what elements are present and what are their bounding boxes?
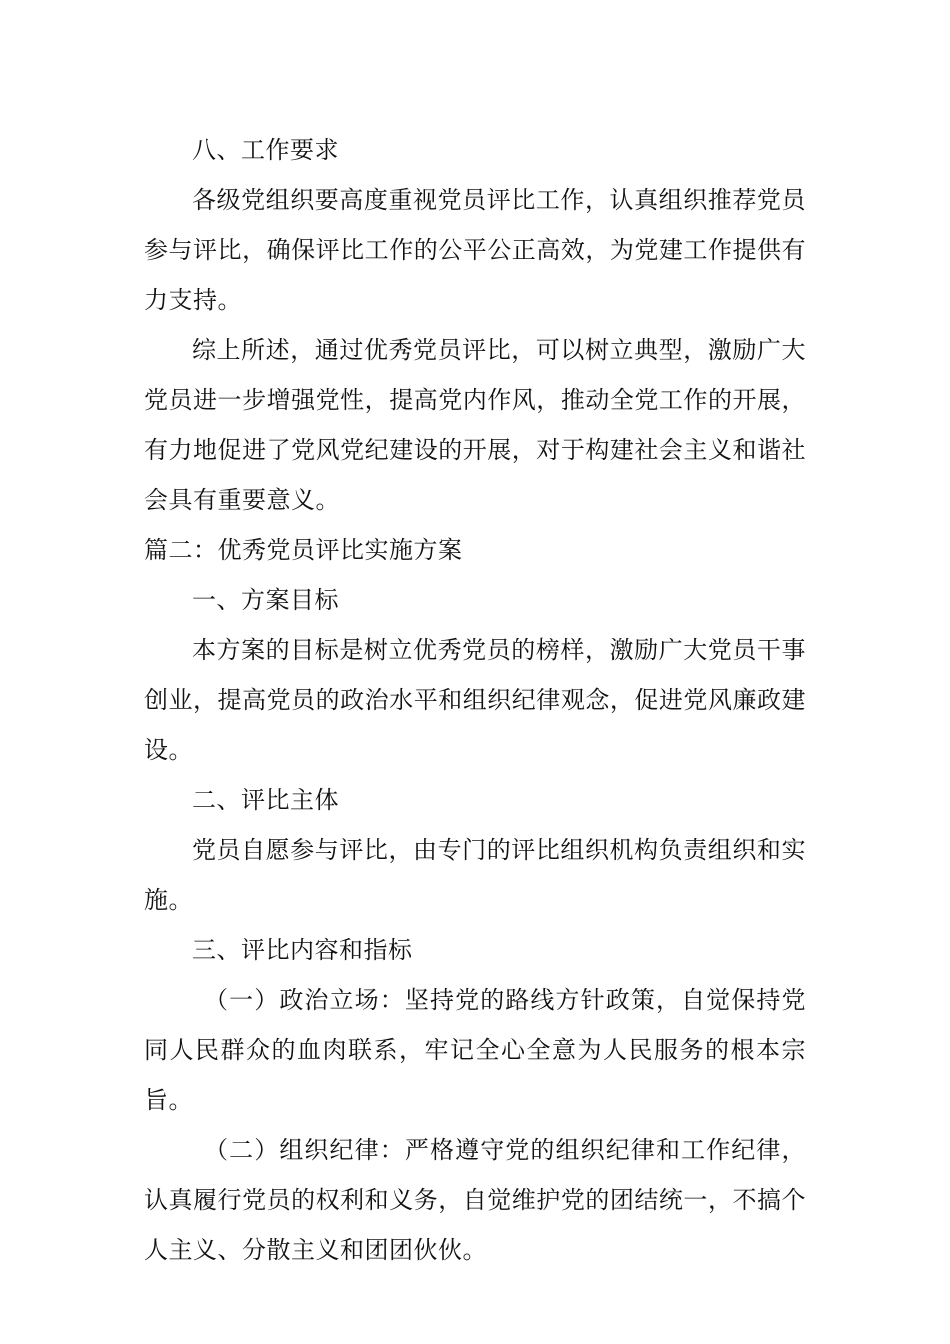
section-heading-work-requirements: 八、工作要求 — [192, 136, 339, 164]
paragraph-work-requirements: 各级党组织要高度重视党员评比工作，认真组织推荐党员参与评比，确保评比工作的公平公正高效，为党建工作提供有力支持。 — [144, 186, 806, 314]
document-body — [144, 125, 806, 1275]
paragraph-summary: 综上所述，通过优秀党员评比，可以树立典型，激励广大党员进一步增强党性，提高党内作风，推动全党工作的开展，有力地促进了党风党纪建设的开展，对于构建社会主义和谐社会具有重要意义。 — [144, 336, 806, 514]
paragraph-organizational-discipline: （二）组织纪律：严格遵守党的组织纪律和工作纪律，认真履行党员的权利和义务，自觉维护党的团结统一，不搞个人主义、分散主义和团团伙伙。 — [144, 1136, 806, 1264]
chapter-heading-part-two: 篇二：优秀党员评比实施方案 — [144, 536, 463, 564]
section-heading-evaluation-subject: 二、评比主体 — [192, 786, 339, 814]
paragraph-political-stance: （一）政治立场：坚持党的路线方针政策，自觉保持党同人民群众的血肉联系，牢记全心全意为人民服务的根本宗旨。 — [144, 986, 806, 1114]
paragraph-evaluation-subject: 党员自愿参与评比，由专门的评比组织机构负责组织和实施。 — [144, 836, 806, 914]
paragraph-plan-goals: 本方案的目标是树立优秀党员的榜样，激励广大党员干事创业，提高党员的政治水平和组织纪律观念，促进党风廉政建设。 — [144, 636, 806, 764]
section-heading-evaluation-content: 三、评比内容和指标 — [192, 936, 413, 964]
section-heading-plan-goals: 一、方案目标 — [192, 586, 339, 614]
